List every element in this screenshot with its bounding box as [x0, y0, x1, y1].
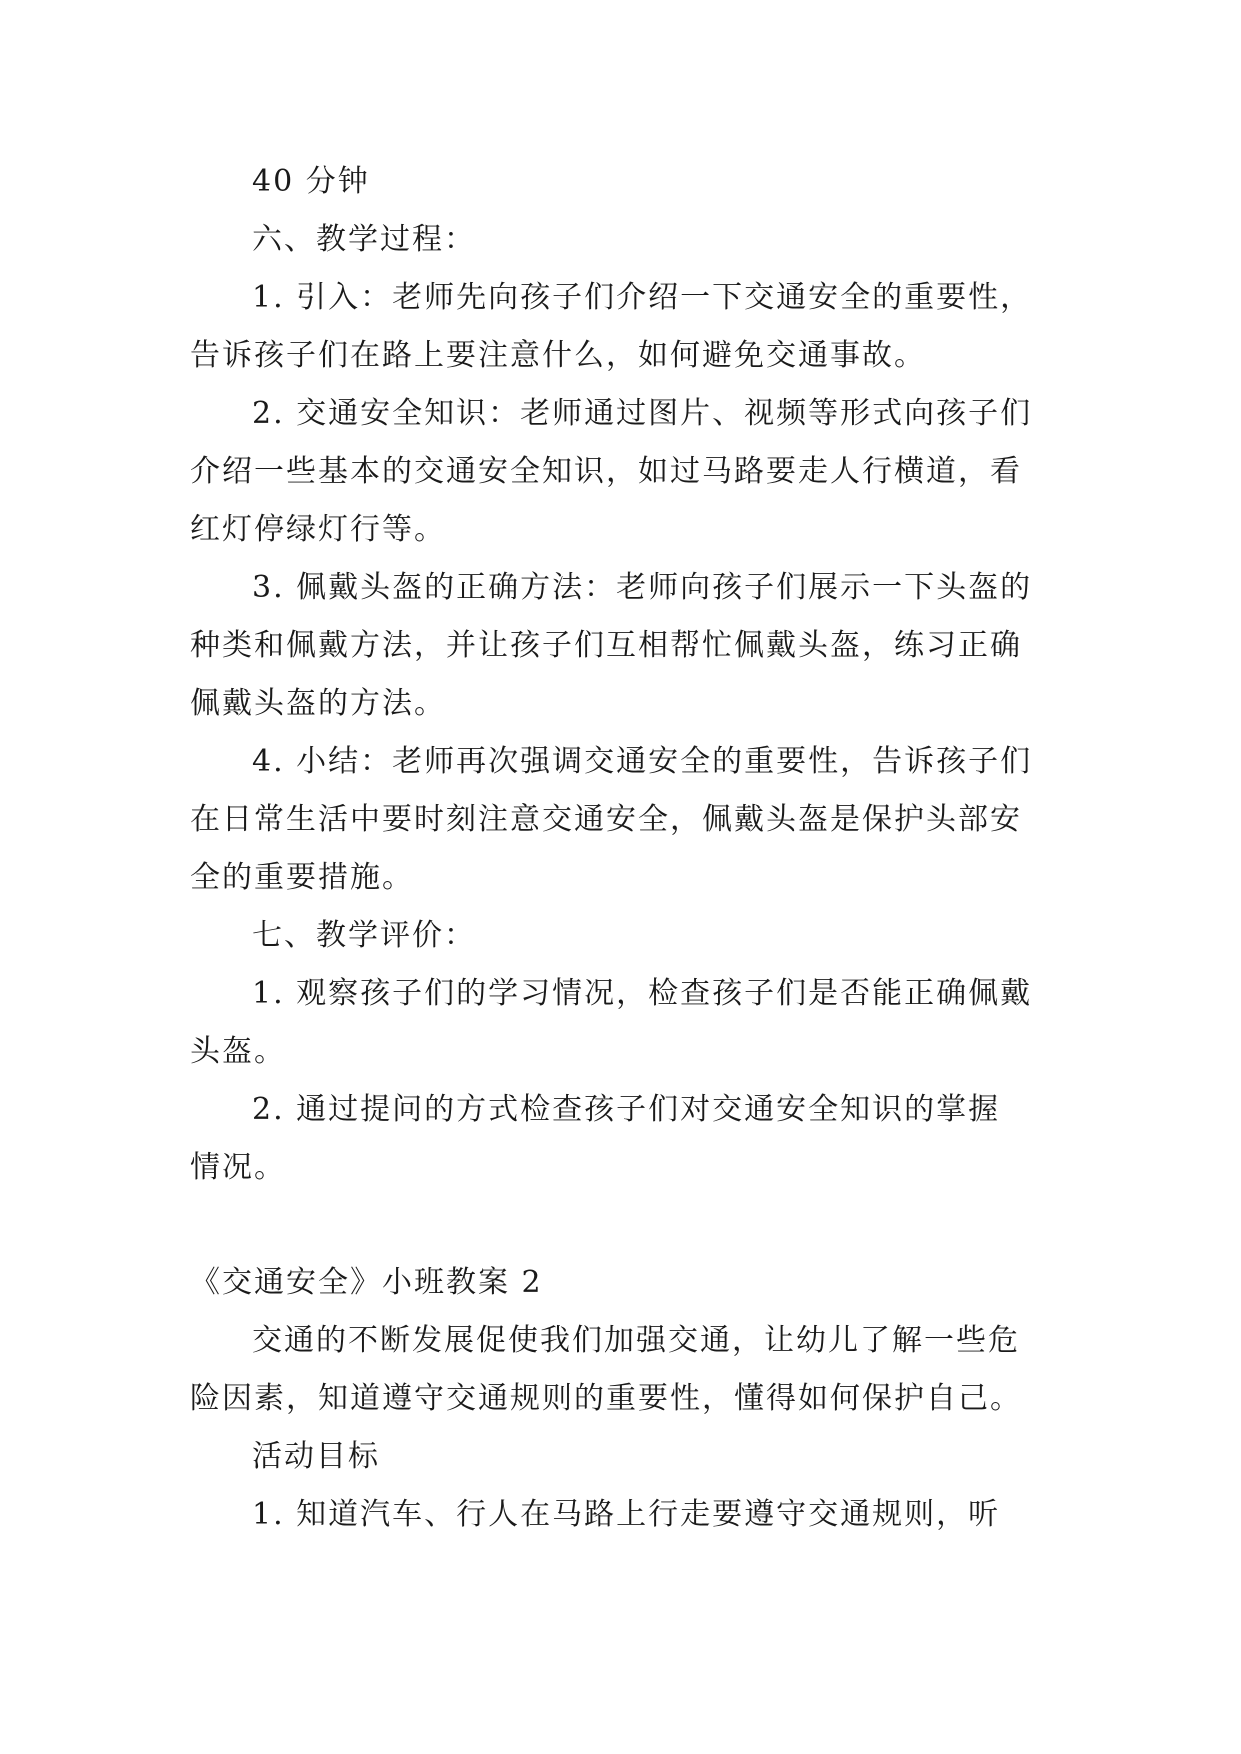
- text-line: 1. 知道汽车、行人在马路上行走要遵守交通规则，听: [252, 1497, 1001, 1532]
- text-line: 1. 引入：老师先向孩子们介绍一下交通安全的重要性，: [252, 280, 1033, 315]
- text-line: 情况。: [190, 1150, 286, 1185]
- text-line: 3. 佩戴头盔的正确方法：老师向孩子们展示一下头盔的: [252, 570, 1033, 605]
- document-title: 《交通安全》小班教案 2: [190, 1265, 543, 1300]
- text-line: 交通的不断发展促使我们加强交通，让幼儿了解一些危: [252, 1323, 1020, 1358]
- text-line: 在日常生活中要时刻注意交通安全，佩戴头盔是保护头部安: [190, 802, 1022, 837]
- text-line: 头盔。: [190, 1034, 286, 1069]
- text-line: 告诉孩子们在路上要注意什么，如何避免交通事故。: [190, 338, 926, 373]
- text-line: 全的重要措施。: [190, 860, 414, 895]
- text-line: 40 分钟: [252, 164, 370, 199]
- section-heading: 六、教学过程：: [252, 222, 476, 257]
- text-line: 1. 观察孩子们的学习情况，检查孩子们是否能正确佩戴: [252, 976, 1033, 1011]
- text-line: 2. 交通安全知识：老师通过图片、视频等形式向孩子们: [252, 396, 1033, 431]
- section-heading: 活动目标: [252, 1439, 380, 1474]
- text-line: 佩戴头盔的方法。: [190, 686, 446, 721]
- text-line: 险因素，知道遵守交通规则的重要性，懂得如何保护自己。: [190, 1381, 1022, 1416]
- text-line: 4. 小结：老师再次强调交通安全的重要性，告诉孩子们: [252, 744, 1033, 779]
- text-line: 介绍一些基本的交通安全知识，如过马路要走人行横道，看: [190, 454, 1022, 489]
- text-line: 2. 通过提问的方式检查孩子们对交通安全知识的掌握: [252, 1092, 1001, 1127]
- text-line: 种类和佩戴方法，并让孩子们互相帮忙佩戴头盔，练习正确: [190, 628, 1022, 663]
- section-heading: 七、教学评价：: [252, 918, 476, 953]
- text-line: 红灯停绿灯行等。: [190, 512, 446, 547]
